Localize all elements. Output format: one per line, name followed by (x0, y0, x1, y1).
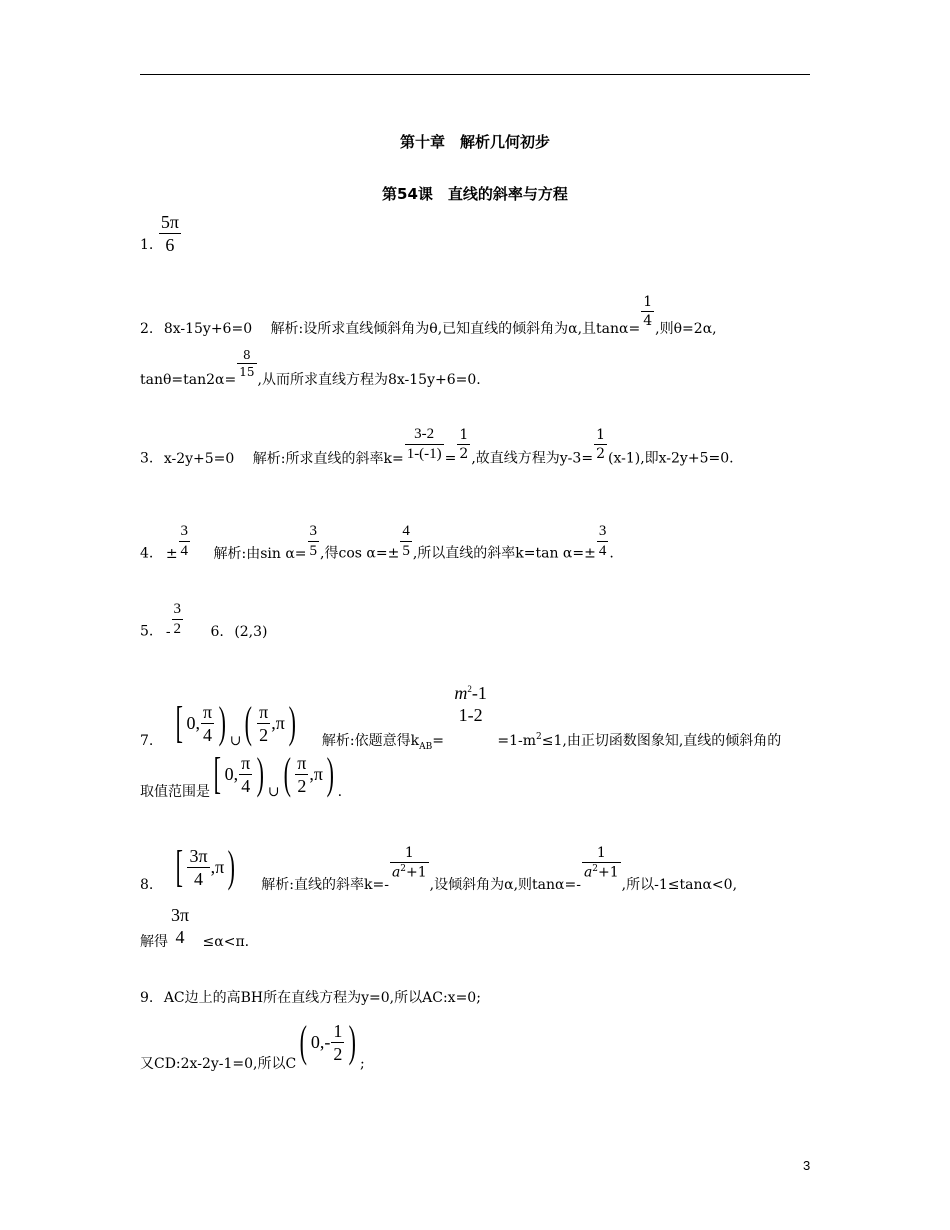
item-8: 8. [ $\frac{3\pi}{4}$ ,π) 解析:直线的斜率k=- $\frac{1}{a^2+1}$ ,设倾斜角为α,则tanα=- $\frac{1}{a^2+1}$ ,所以-1≤tanα<0, (140, 842, 738, 893)
item-8-cont: 解得 3π 4 ≤α<π. (140, 905, 250, 950)
item-9: 9. AC边上的高BH所在直线方程为y=0,所以AC:x=0; (140, 990, 481, 1006)
chapter-title: 第十章 解析几何初步 (399, 133, 550, 151)
interval: [ $\frac{3\pi}{4}$ ,π) (175, 842, 236, 891)
lesson-title: 第54课 直线的斜率与方程 (382, 185, 568, 203)
item-2-cont: tanθ=tan2α= $\frac{8}{15}$ ,从而所求直线方程为8x-15y+6=0. (140, 348, 481, 388)
fraction: $\frac{3-2}{1-(-1)}$ (406, 426, 442, 462)
fraction: $\frac{3}{2}$ (173, 601, 182, 637)
item-7-cont: 取值范围是[ 0, $\frac{\pi}{4}$ ) ∪( $\frac{\pi}{2}$ ,π) . (140, 749, 343, 800)
item-5-6: 5. - $\frac{3}{2}$ 6. (2,3) (140, 601, 268, 640)
interval-1: [ 0, $\frac{\pi}{4}$ ) (213, 749, 265, 798)
item-1: 1. $\frac{5\pi}{6}$ (140, 212, 179, 255)
fraction: $\frac{3}{4}$ (180, 523, 189, 559)
fraction: $\frac{3}{5}$ (309, 523, 318, 559)
fraction: 3π 4 (171, 905, 190, 947)
fraction: $\frac{4}{5}$ (402, 523, 410, 559)
item-4: 4. ± $\frac{3}{4}$ 解析:由sin α= $\frac{3}{5}$ ,得cos α=± $\frac{4}{5}$ ,所以直线的斜率k=tan α=± $\frac{3}{4}$ . (140, 523, 614, 562)
fraction: $\frac{1}{a^2+1}$ (391, 845, 427, 881)
item-7: 7. [ 0, $\frac{\pi}{4}$ ) ∪( $\frac{\pi}{2}$ ,π) 解析:依题意得$k_{AB}=$ $m^2-1$ 1-2 $=1-m_2\le 1$,由正切函数图象知,直线的倾斜角的 (140, 683, 782, 752)
interval-2: ( $\frac{\pi}{2}$ ,π) (283, 749, 334, 798)
fraction: $\frac{1}{2}$ (596, 427, 605, 462)
fraction: $m^2-1$ 1-2 (454, 683, 487, 725)
fraction: $\frac{8}{15}$ (239, 348, 255, 379)
interval-1: [ 0, $\frac{\pi}{4}$ ) (175, 698, 227, 747)
item-3: 3. x-2y+5=0 解析:所求直线的斜率k= $\frac{3-2}{1-(-1)}$ = $\frac{1}{2}$ ,故直线方程为y-3= $\frac{1}{2}$ (x-1),即x-2y+5=0. (140, 426, 734, 467)
fraction: $\frac{1}{4}$ (643, 294, 653, 329)
fraction: $\frac{3}{4}$ (598, 523, 607, 559)
page-number: 3 (803, 1158, 811, 1173)
item-9-cont: 又CD:2x-2y-1=0,所以C( 0,- $\frac{1}{2}$ ) ; (140, 1017, 365, 1072)
answer-fraction: $\frac{5\pi}{6}$ (160, 212, 179, 255)
item-2: 2. 8x-15y+6=0 解析:设所求直线倾斜角为θ,已知直线的倾斜角为α,且tanα= $\frac{1}{4}$ ,则θ=2α, (140, 294, 717, 337)
interval-2: ( $\frac{\pi}{2}$ ,π) (245, 698, 296, 747)
header-rule (140, 74, 810, 75)
point-c: ( 0,- $\frac{1}{2}$ ) (299, 1017, 357, 1066)
fraction: $\frac{1}{a^2+1}$ (583, 845, 619, 881)
fraction: $\frac{1}{2}$ (459, 427, 469, 462)
